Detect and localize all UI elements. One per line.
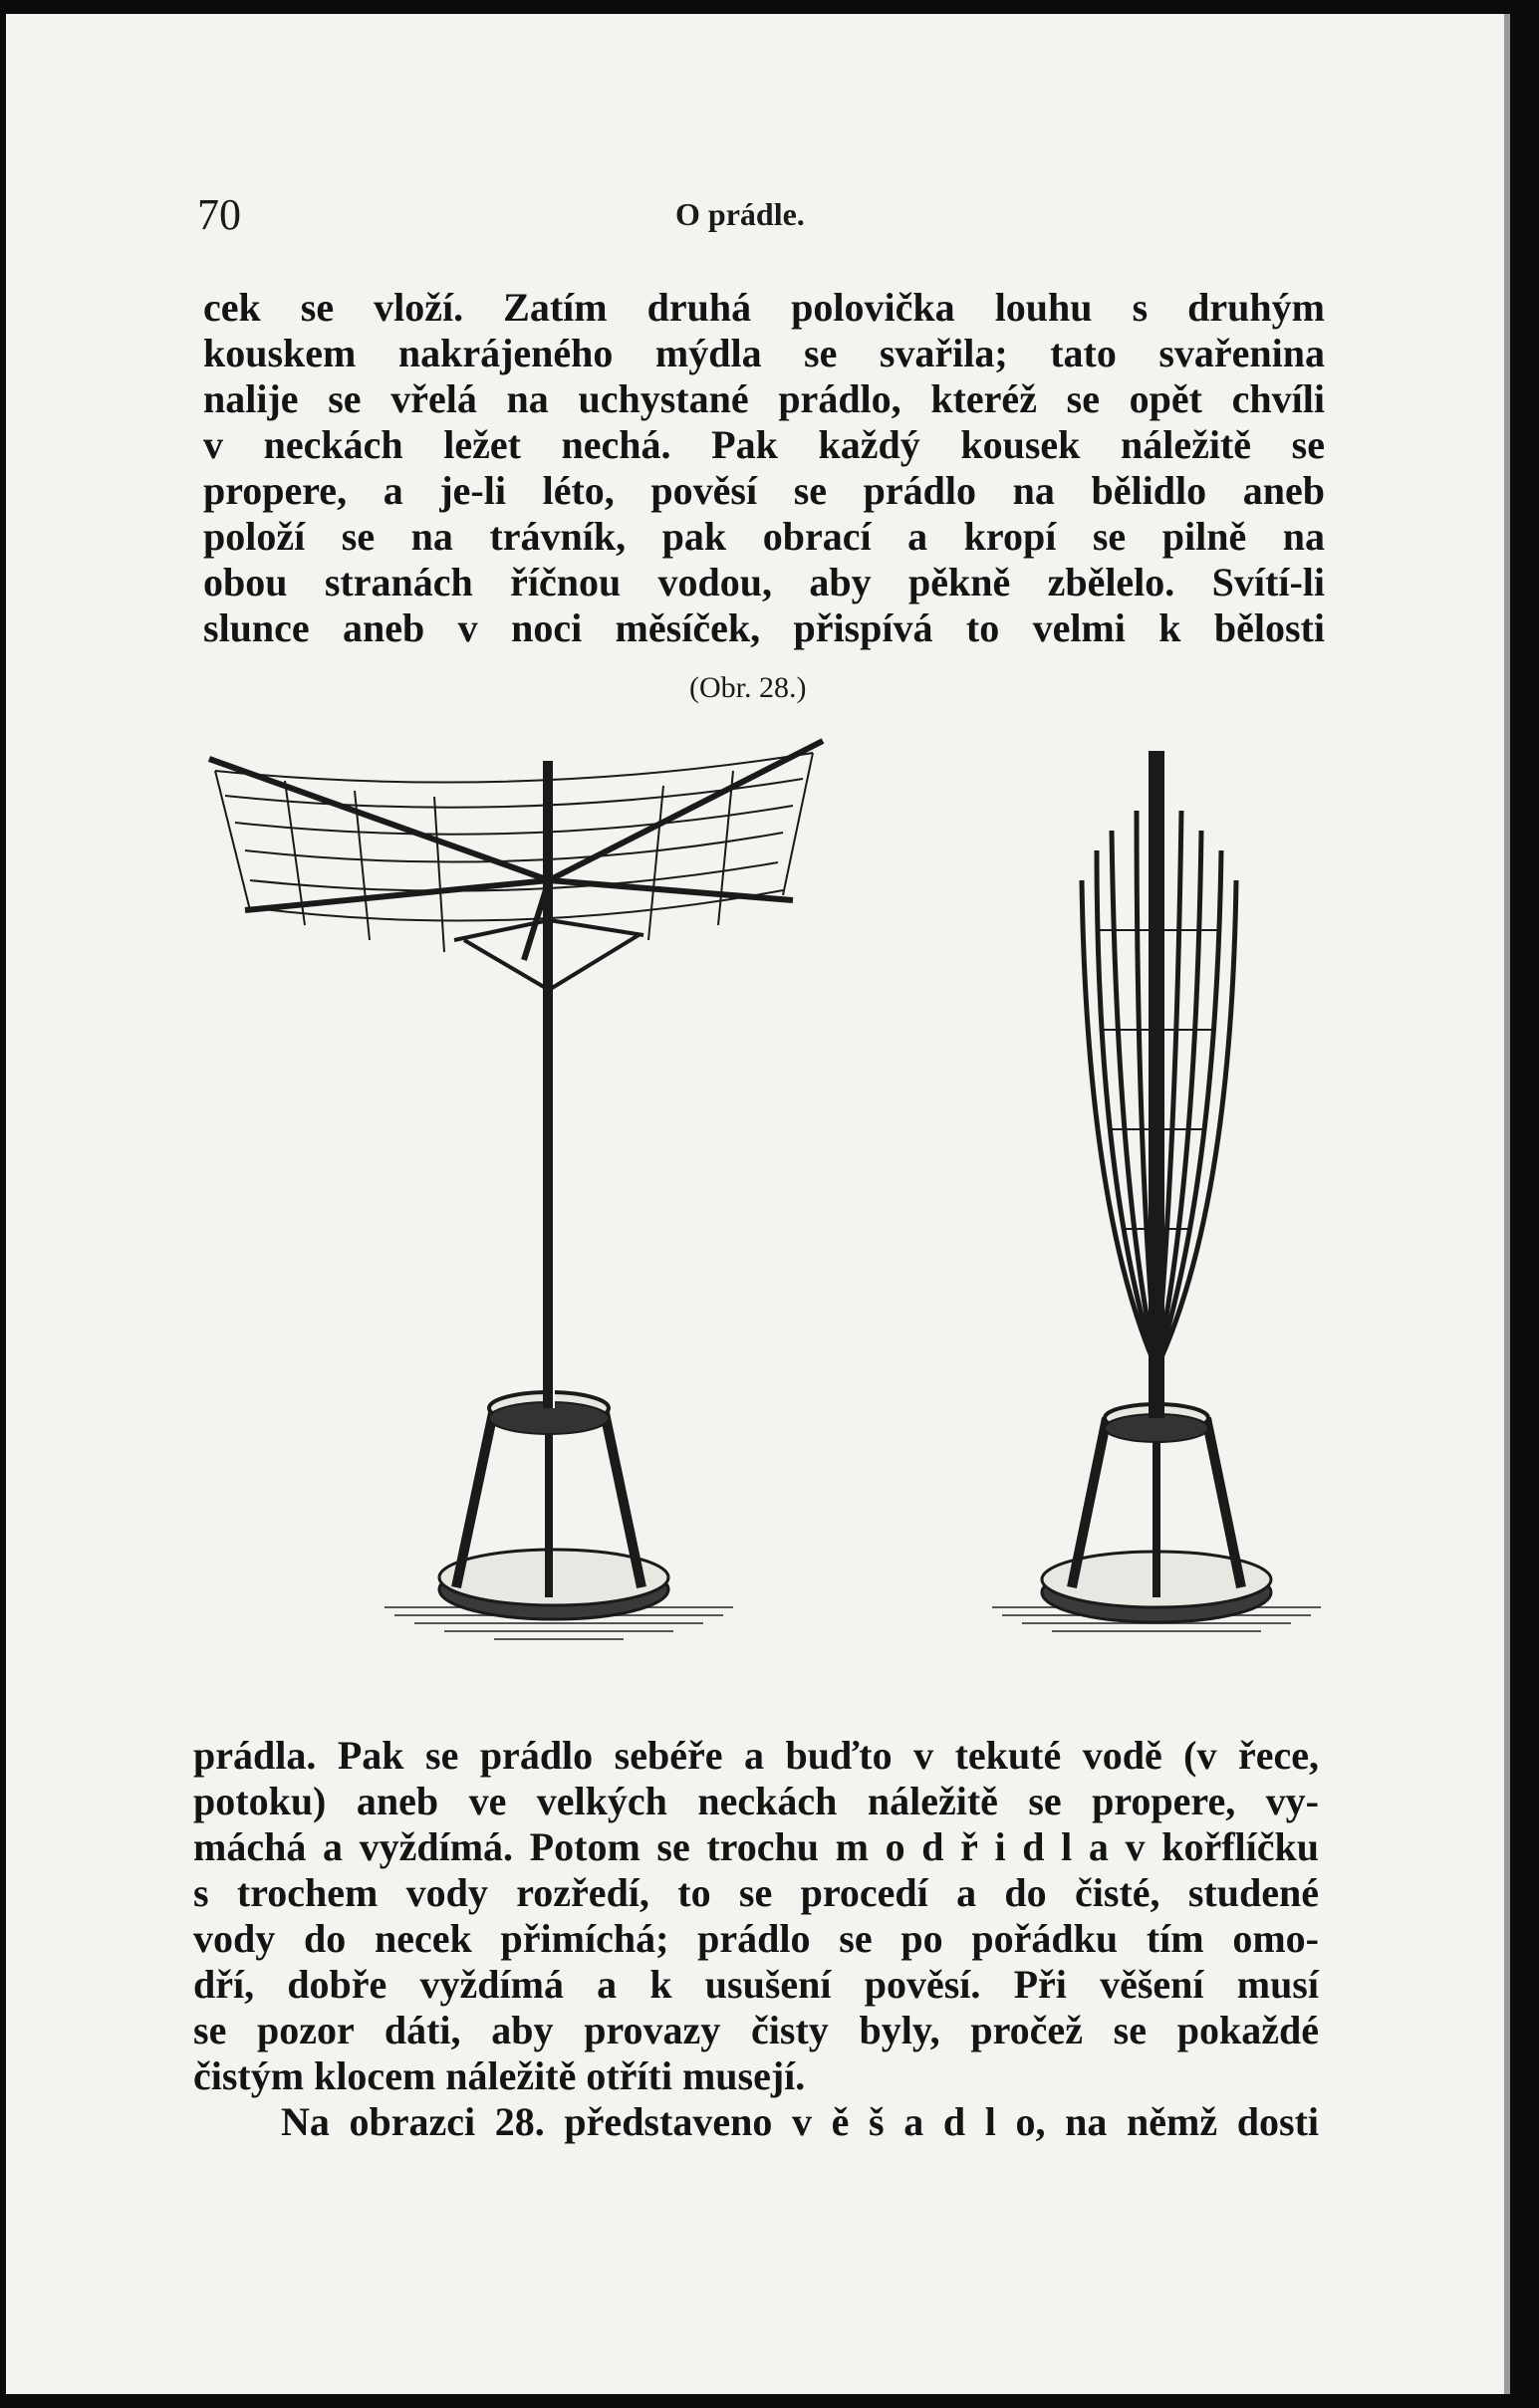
text-line: potoku) aneb ve velkých neckách náležitě se propere, vy- [193,1779,1319,1823]
text-line: propere, a je-li léto, pověsí se prádlo na bělidlo aneb [203,468,1325,513]
book-page [6,14,1504,2394]
text-line: s trochem vody rozředí, to se procedí a do čisté, studené [193,1870,1319,1915]
figure-illustration [195,731,1321,1677]
text-line: se pozor dáti, aby provazy čisty byly, pročež se pokaždé [193,2008,1319,2052]
page-number: 70 [197,190,241,239]
text-line: položí se na trávník, pak obrací a kropí se pilně na [203,514,1325,559]
text-line: máchá a vyždímá. Potom se trochu m o d ř i d l a v kořflíčku [193,1824,1319,1869]
text-line: prádla. Pak se prádlo sebéře a buďto v tekuté vodě (v řece, [193,1733,1319,1778]
running-title: O prádle. [675,196,805,232]
text-line: obou stranách říčnou vodou, aby pěkně zbělelo. Svítí-li [203,560,1325,604]
rotary-clothes-dryer-open-icon [209,741,823,1639]
text-line: Na obrazci 28. představeno v ě š a d l o, na němž dosti [281,2099,1319,2144]
rotary-clothes-dryer-folded-icon [992,751,1321,1631]
text-line: čistým klocem náležitě otříti musejí. [193,2053,806,2098]
paragraph-top [203,285,1325,651]
paragraph-bottom [193,1733,1319,2145]
text-line: v neckách ležet nechá. Pak každý kousek náležitě se [203,422,1325,467]
text-line: cek se vloží. Zatím druhá polovička louhu s druhým [203,285,1325,330]
text-line: vody do necek přimíchá; prádlo se po pořádku tím omo- [193,1916,1319,1961]
page-edge [1504,14,1510,2394]
text-line: slunce aneb v noci měsíček, přispívá to velmi k bělosti [203,605,1325,650]
text-line: dří, dobře vyždímá a k usušení pověsí. Při věšení musí [193,1962,1319,2007]
text-line: kouskem nakrájeného mýdla se svařila; tato svařenina [203,331,1325,375]
text-line: nalije se vřelá na uchystané prádlo, kteréž se opět chvíli [203,376,1325,421]
figure-caption: (Obr. 28.) [689,671,807,704]
